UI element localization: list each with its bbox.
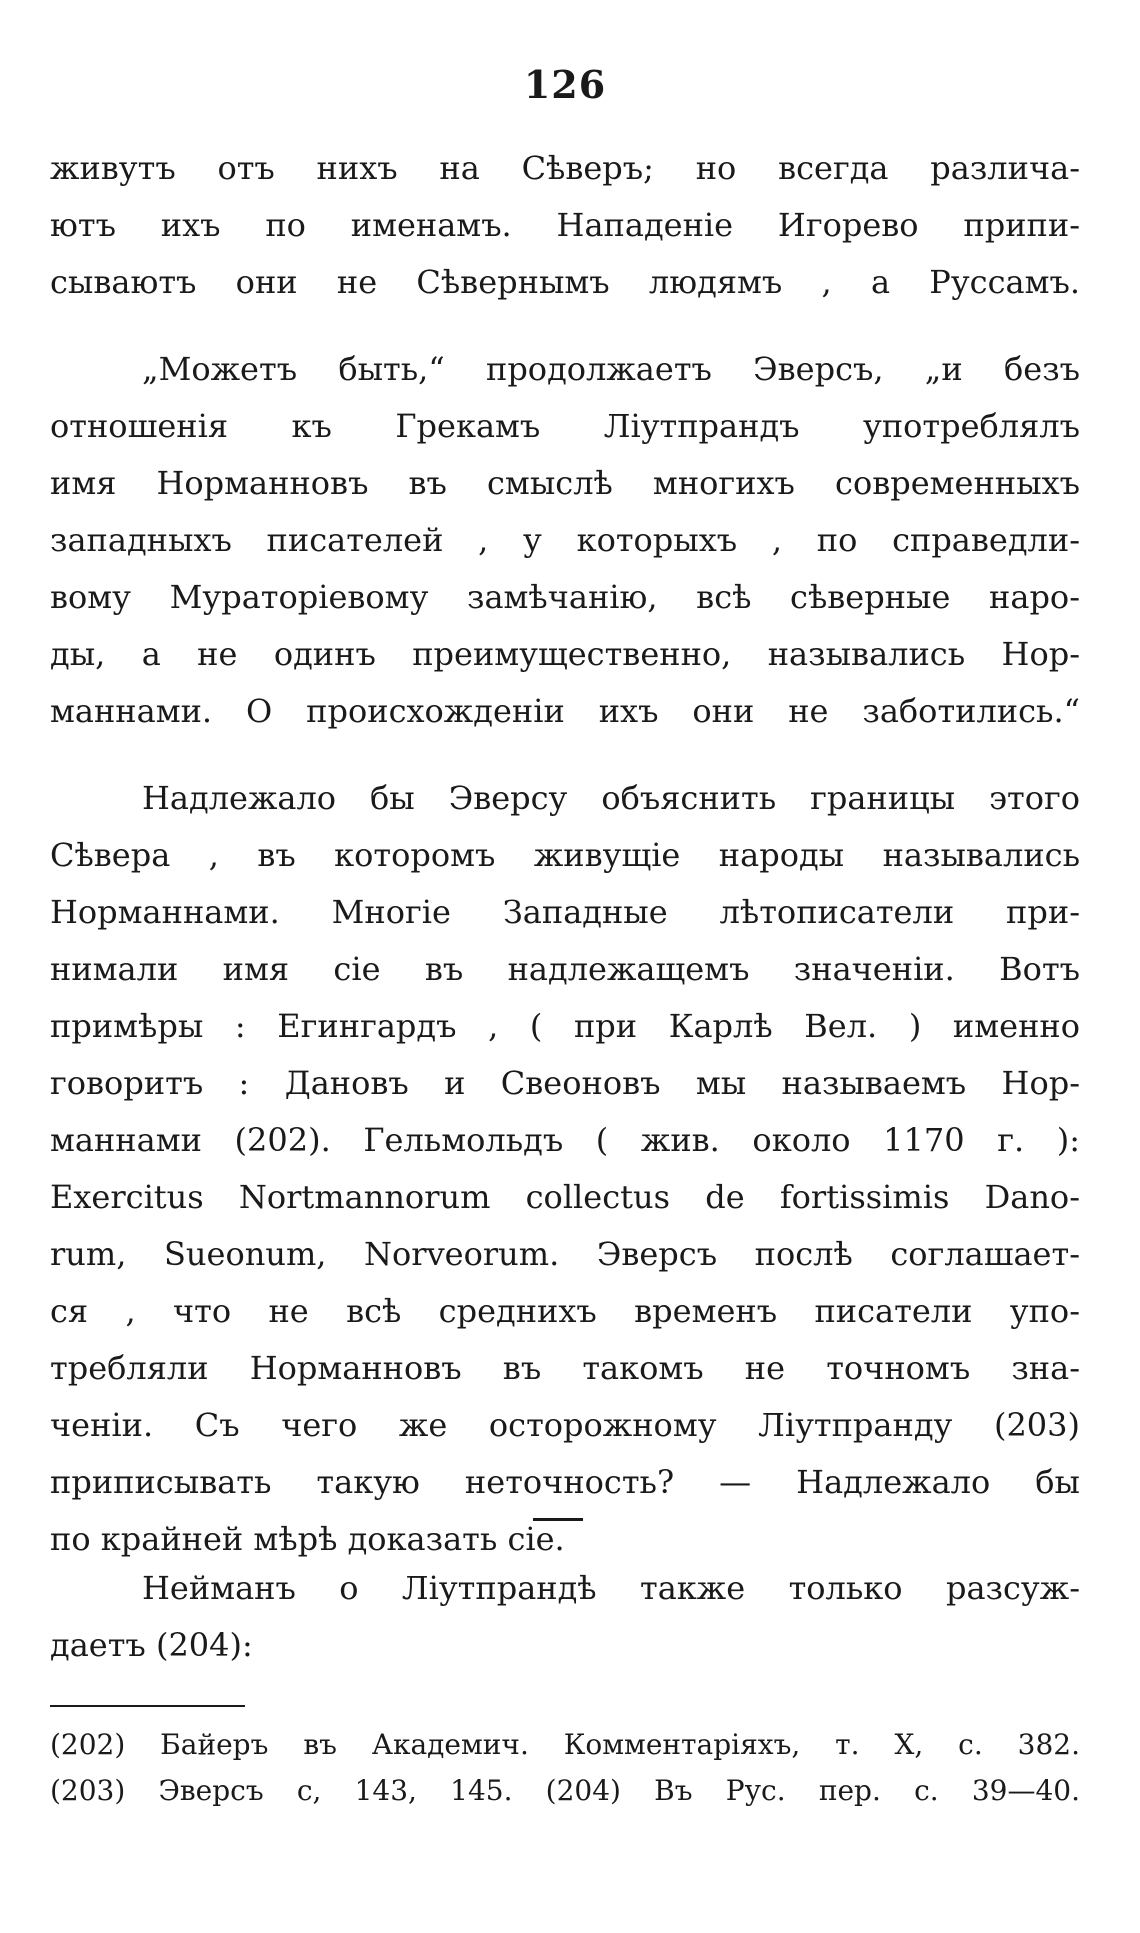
section-divider (533, 1518, 583, 1521)
text-line: Сѣвера , въ которомъ живущіе народы назывались (50, 836, 1080, 874)
text-line: Exercitus Nortmannorum collectus de fortissimis Dano- (50, 1178, 1080, 1216)
text-line: ютъ ихъ по именамъ. Нападеніе Игорево припи- (50, 206, 1080, 244)
text-line: Нейманъ о Ліутпрандѣ также только разсуж- (142, 1569, 1080, 1607)
footnotes (50, 1722, 1080, 1814)
text-line: маннами (202). Гельмольдъ ( жив. около 1170 г. ): (50, 1121, 1080, 1159)
text-line: ды, а не одинъ преимущественно, назывались Нор- (50, 635, 1080, 673)
paragraph-1 (50, 140, 1080, 311)
footnote-rule (50, 1705, 245, 1707)
text-line: сываютъ они не Сѣвернымъ людямъ , а Руссамъ. (50, 263, 1080, 301)
text-line: даетъ (204): (50, 1626, 253, 1664)
text-line: Надлежало бы Эверсу объяснить границы этого (142, 779, 1080, 817)
paragraph-2 (50, 341, 1080, 740)
text-line: приписывать такую неточность? — Надлежало бы (50, 1463, 1080, 1501)
text-line: примѣры : Егингардъ , ( при Карлѣ Вел. ) именно (50, 1007, 1080, 1045)
text-line: западныхъ писателей , у которыхъ , по справедли- (50, 521, 1080, 559)
text-line: отношенія къ Грекамъ Ліутпрандъ употреблялъ (50, 407, 1080, 445)
page-number: 126 (523, 62, 607, 107)
footnote-line: (202) Байеръ въ Академич. Комментаріяхъ, т. X, с. 382. (50, 1728, 1080, 1761)
text-line: по крайней мѣрѣ доказать сіе. (50, 1520, 565, 1558)
main-text (50, 140, 1080, 1568)
paragraph-3 (50, 770, 1080, 1568)
text-line: Норманнами. Многіе Западные лѣтописатели при- (50, 893, 1080, 931)
text-line: нимали имя сіе въ надлежащемъ значеніи. Вотъ (50, 950, 1080, 988)
text-line: говоритъ : Дановъ и Свеоновъ мы называемъ Нор- (50, 1064, 1080, 1102)
text-line: ченіи. Съ чего же осторожному Ліутпранду (203) (50, 1406, 1080, 1444)
text-line: маннами. О происхожденіи ихъ они не заботились.“ (50, 692, 1080, 730)
text-line: rum, Sueonum, Norveorum. Эверсъ послѣ соглашает- (50, 1235, 1080, 1273)
footnote-line: (203) Эверсъ с, 143, 145. (204) Въ Рус. пер. с. 39—40. (50, 1774, 1080, 1807)
text-line: живутъ отъ нихъ на Сѣверъ; но всегда различа- (50, 149, 1080, 187)
paragraph-gap (50, 311, 1080, 341)
text-line: ся , что не всѣ среднихъ временъ писатели упо- (50, 1292, 1080, 1330)
paragraph-4 (50, 1560, 1080, 1674)
text-line: требляли Норманновъ въ такомъ не точномъ зна- (50, 1349, 1080, 1387)
text-line: имя Норманновъ въ смыслѣ многихъ современныхъ (50, 464, 1080, 502)
text-line: „Можетъ быть,“ продолжаетъ Эверсъ, „и безъ (142, 350, 1080, 388)
paragraph-gap (50, 740, 1080, 770)
book-page (50, 0, 1080, 1933)
text-line: вому Мураторіевому замѣчанію, всѣ сѣверные наро- (50, 578, 1080, 616)
